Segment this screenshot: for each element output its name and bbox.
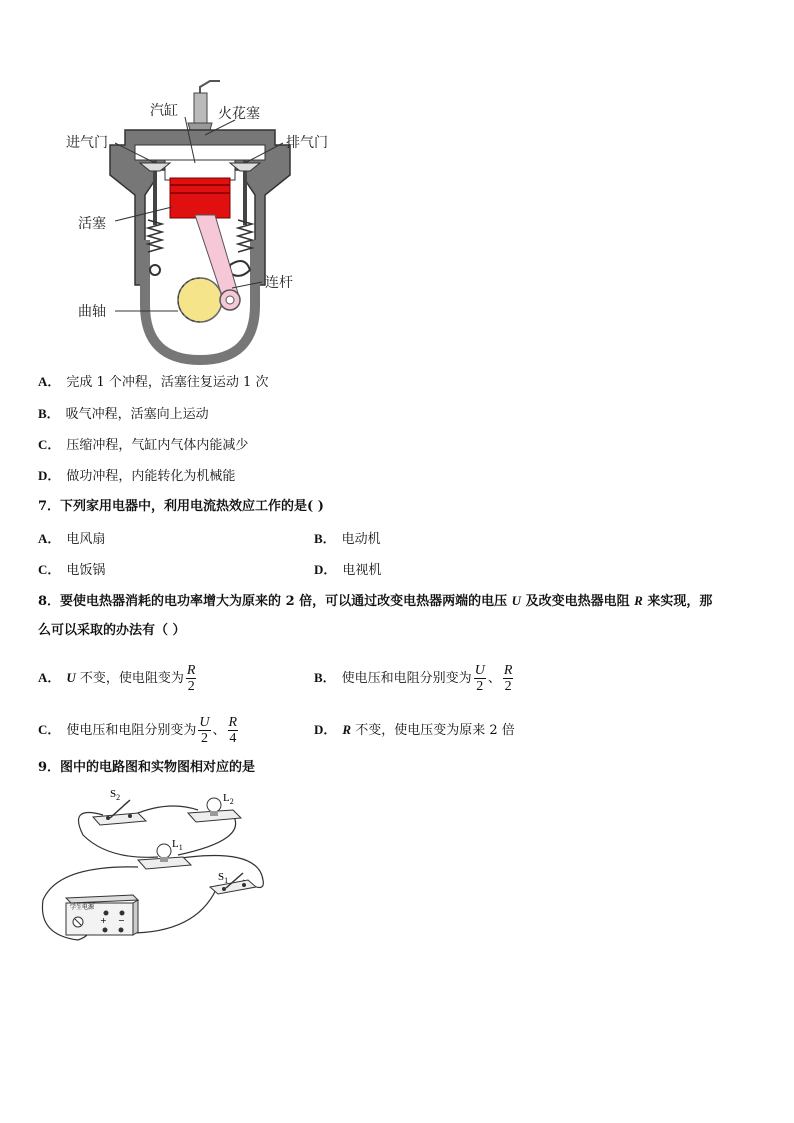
q8-stem-line2: 么可以采取的办法有（ ） [38, 623, 186, 638]
q8-option-d[interactable]: D． R 不变，使电压变为原来 2 倍 [314, 722, 515, 738]
q7-option-d[interactable]: D． 电视机 [314, 562, 382, 578]
switch-s2 [93, 800, 146, 825]
label-crankshaft: 曲轴 [78, 304, 106, 320]
label-connecting-rod: 连杆 [265, 275, 293, 291]
svg-text:+: + [100, 916, 107, 925]
label-s2: $S_2$ [110, 788, 121, 802]
label-cylinder: 汽缸 [150, 103, 178, 119]
q6-option-c[interactable]: C． 压缩冲程，气缸内气体内能减少 [38, 437, 249, 453]
q6-option-d[interactable]: D． 做功冲程，内能转化为机械能 [38, 468, 236, 484]
q7-option-b[interactable]: B． 电动机 [314, 531, 381, 547]
q8-option-c[interactable]: C． 使电压和电阻分别变为 $\frac{U}{2}$ 、 $\frac{R}{4}$ [38, 715, 238, 746]
q6-option-b[interactable]: B． 吸气冲程，活塞向上运动 [38, 406, 209, 422]
q7-stem: 7．下列家用电器中，利用电流热效应工作的是( ) [38, 499, 324, 514]
q8-option-b[interactable]: B． 使电压和电阻分别变为 $\frac{U}{2}$ 、 $\frac{R}{2}$ [314, 663, 513, 694]
q7-option-c[interactable]: C． 电饭锅 [38, 562, 106, 578]
fraction-u-over-2: $\frac{U}{2}$ [474, 663, 485, 694]
label-power-supply: 学生电源 [70, 904, 95, 911]
fraction-r-over-2: $\frac{R}{2}$ [186, 663, 196, 694]
fraction-r-over-4: $\frac{R}{4}$ [228, 715, 238, 746]
bulb-l1 [138, 844, 191, 869]
svg-text:−: − [118, 916, 125, 925]
label-exhaust-valve: 排气门 [286, 135, 328, 151]
label-l2: $L_2$ [223, 792, 234, 806]
label-l1: $L_1$ [172, 838, 183, 852]
fraction-u-over-2: $\frac{U}{2}$ [199, 715, 210, 746]
label-s1: $S_1$ [218, 871, 229, 885]
q8-stem-line1: 8．要使电热器消耗的电功率增大为原来的 2 倍，可以通过改变电热器两端的电压 U 及改变电热器电阻 R 来实现，那 [38, 593, 713, 609]
fraction-r-over-2: $\frac{R}{2}$ [503, 663, 513, 694]
q9-stem: 9．图中的电路图和实物图相对应的是 [38, 760, 256, 775]
label-piston: 活塞 [78, 216, 106, 232]
label-intake-valve: 进气门 [66, 135, 108, 151]
switch-s1 [210, 873, 256, 894]
circuit-physical-diagram [38, 785, 278, 950]
q6-option-a[interactable]: A． 完成 1 个冲程，活塞往复运动 1 次 [38, 374, 269, 390]
q8-option-a[interactable]: A． U 不变，使电阻变为 $\frac{R}{2}$ [38, 663, 196, 694]
q7-option-a[interactable]: A． 电风扇 [38, 531, 106, 547]
engine-diagram [60, 75, 350, 365]
power-supply [66, 895, 138, 935]
label-spark-plug: 火花塞 [218, 106, 260, 122]
